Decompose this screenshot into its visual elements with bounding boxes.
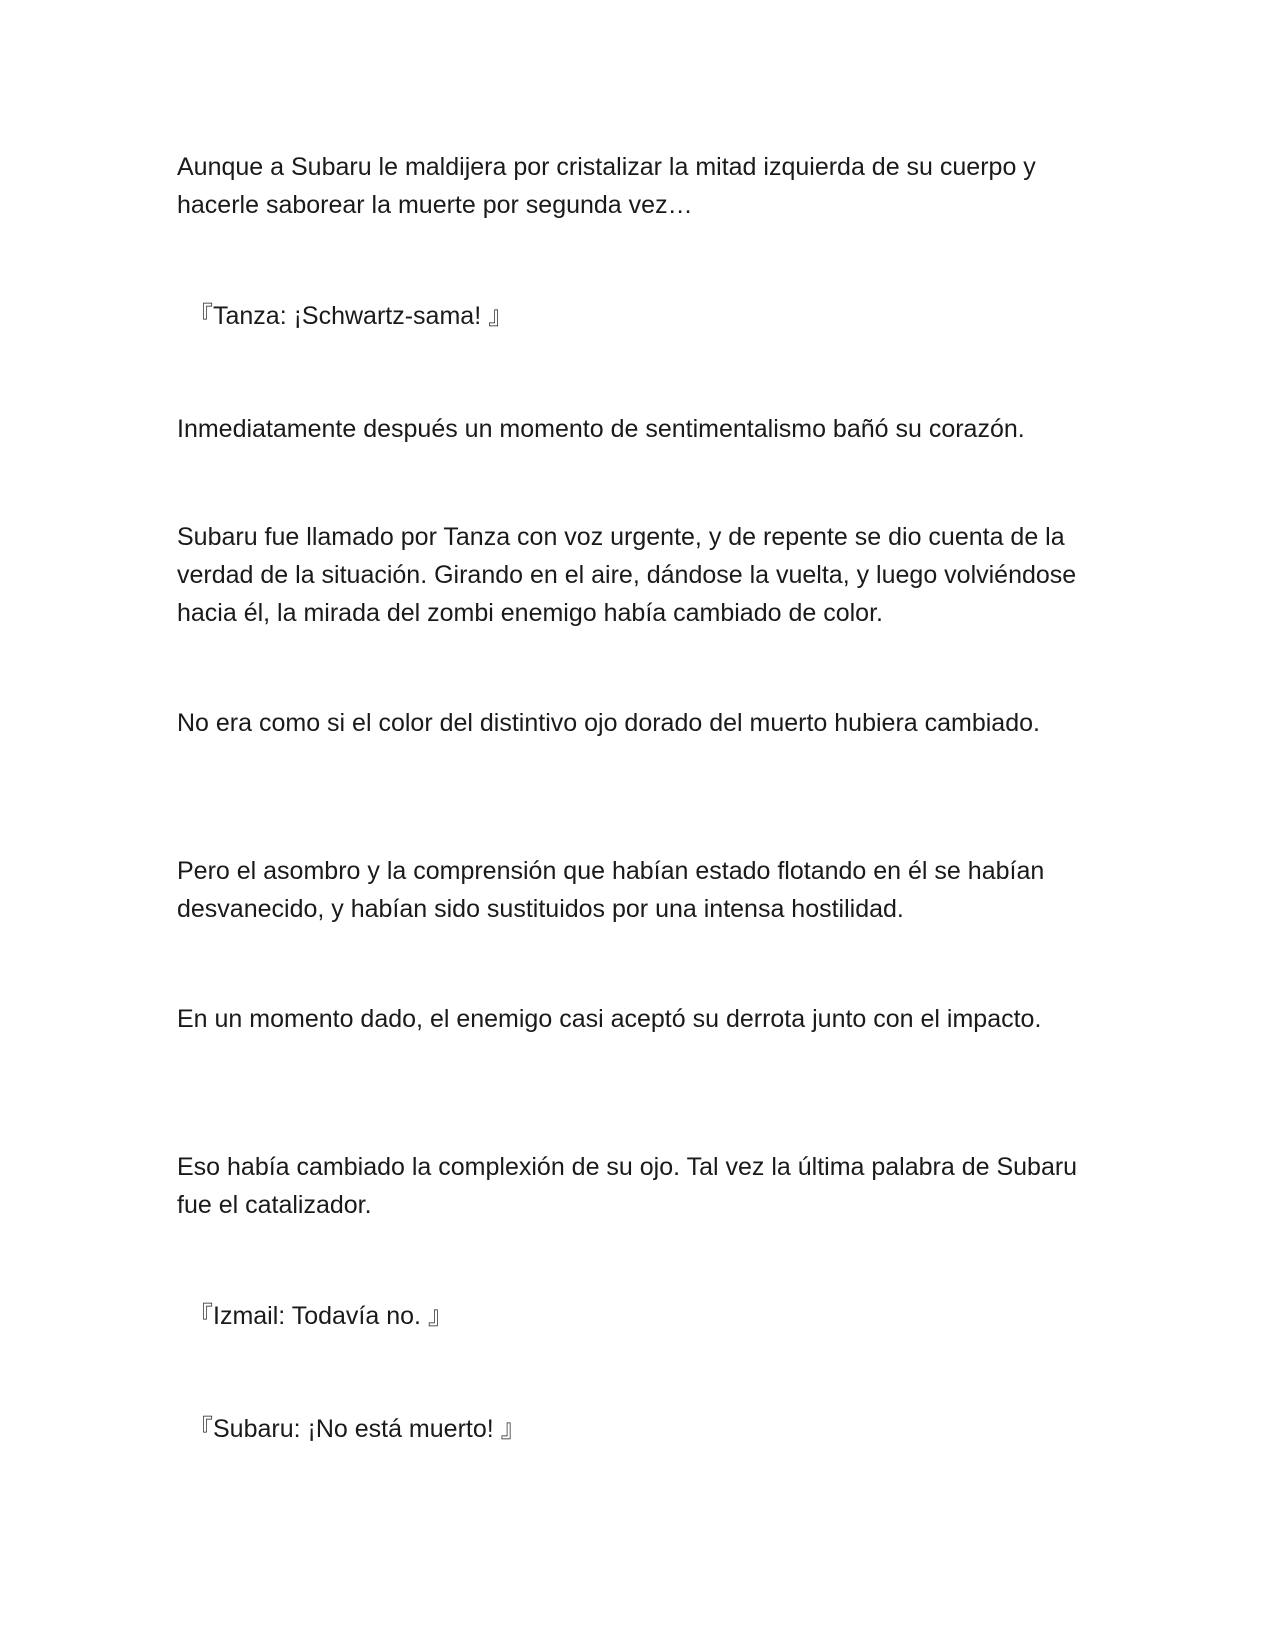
paragraph-narration: En un momento dado, el enemigo casi aceptó su derrota junto con el impacto.: [177, 1005, 1042, 1033]
paragraph-narration: Inmediatamente después un momento de sentimentalismo bañó su corazón.: [177, 415, 1025, 443]
dialogue-line-izmail: 『Izmail: Todavía no. 』: [188, 1302, 453, 1330]
dialogue-line-subaru: 『Subaru: ¡No está muerto! 』: [188, 1415, 526, 1443]
paragraph-narration: Aunque a Subaru le maldijera por cristalizar la mitad izquierda de su cuerpo y hacerle saborear la muerte por segunda vez…: [177, 153, 1036, 219]
paragraph-narration: Eso había cambiado la complexión de su ojo. Tal vez la última palabra de Subaru fue el catalizador.: [177, 1153, 1078, 1219]
paragraph-narration: No era como si el color del distintivo ojo dorado del muerto hubiera cambiado.: [177, 709, 1040, 737]
paragraph-narration: Subaru fue llamado por Tanza con voz urgente, y de repente se dio cuenta de la verdad de la situación. Girando en el aire, dándose la vuelta, y luego volviéndose hacia él, la mirada del zombi enemigo había cambiado de color.: [177, 523, 1077, 627]
dialogue-line-tanza: 『Tanza: ¡Schwartz-sama! 』: [188, 302, 514, 330]
paragraph-narration: Pero el asombro y la comprensión que habían estado flotando en él se habían desvanecido, y habían sido sustituidos por una intensa hostilidad.: [177, 857, 1045, 923]
